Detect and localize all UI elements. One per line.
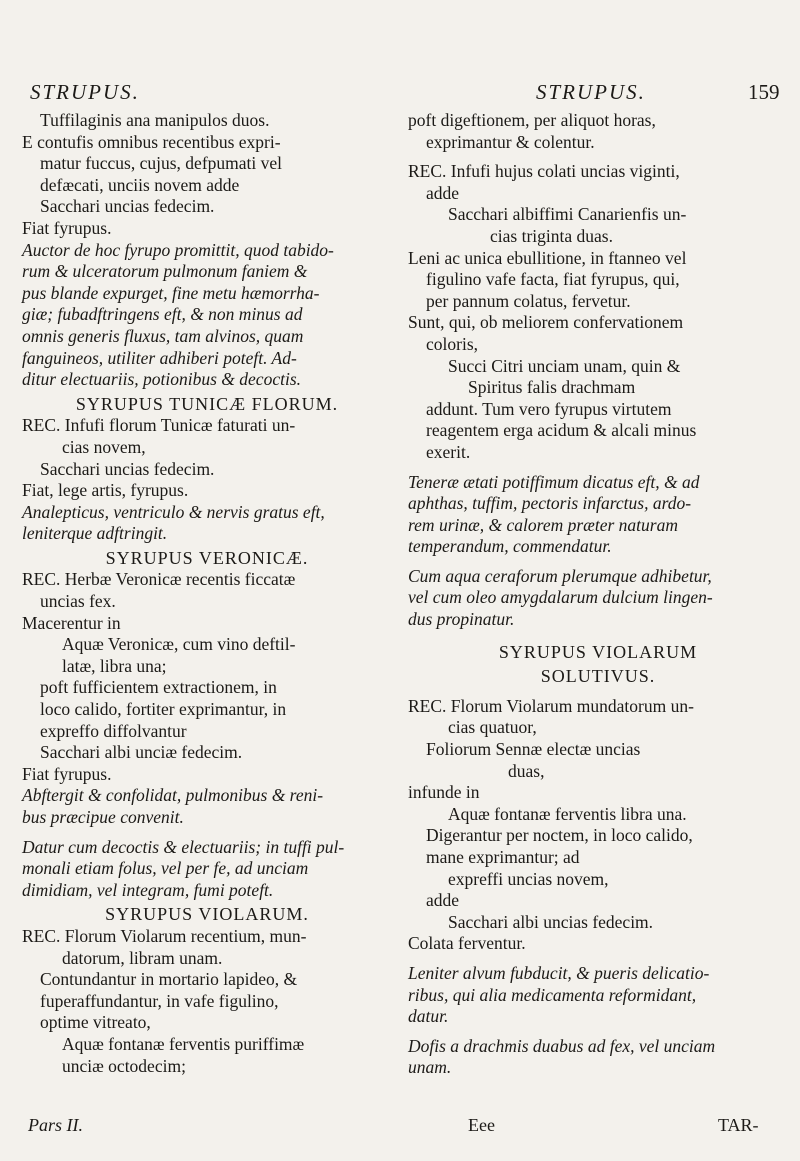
text-line: latæ, libra una; xyxy=(62,655,167,676)
catchword: TAR- xyxy=(718,1115,759,1135)
text-line: Digerantur per noctem, in loco calido, xyxy=(426,825,693,846)
text-line: Dofis a drachmis duabus ad fex, vel unciam xyxy=(408,1035,716,1056)
text-line: fuperaffundantur, in vafe figulino, xyxy=(40,990,279,1011)
text-line: cias novem, xyxy=(62,436,146,457)
text-line: poft fufficientem extractionem, in xyxy=(40,677,277,698)
text-line: Macerentur in xyxy=(22,612,121,633)
text-line: fanguineos, utiliter adhiberi poteft. Ad- xyxy=(22,347,297,368)
text-line: Datur cum decoctis & electuariis; in tuffi pul- xyxy=(22,836,345,857)
text-line: cias triginta duas. xyxy=(490,225,613,246)
text-line: Spiritus falis drachmam xyxy=(468,377,636,398)
text-line: vel cum oleo amygdalarum dulcium lingen- xyxy=(408,587,713,608)
text-line: rem urinæ, & calorem præter naturam xyxy=(408,514,678,535)
text-line: adde xyxy=(426,890,460,911)
text-line: exprimantur & colentur. xyxy=(426,131,595,152)
text-line: temperandum, commendatur. xyxy=(408,536,612,557)
text-line: Auctor de hoc fyrupo promittit, quod tabido- xyxy=(22,239,334,260)
text-line: REC. Infufi florum Tunicæ faturati un- xyxy=(22,415,296,436)
spacer xyxy=(408,153,788,161)
text-line: optime vitreato, xyxy=(40,1012,151,1033)
text-line: ditur electuariis, potionibus & decoctis. xyxy=(22,369,302,390)
section-heading: SYRUPUS VIOLARUM xyxy=(498,641,698,662)
text-line: leniterque adftringit. xyxy=(22,523,168,544)
text-line: Colata ferventur. xyxy=(408,933,526,954)
text-line: Fiat fyrupus. xyxy=(22,763,112,784)
spacer xyxy=(408,631,788,639)
text-line: Sacchari uncias fedecim. xyxy=(40,458,215,479)
text-line: Leni ac unica ebullitione, in ftanneo vel xyxy=(408,247,687,268)
text-line: duas, xyxy=(508,760,545,781)
text-line: mane exprimantur; ad xyxy=(426,847,580,867)
text-line: figulino vafe facta, fiat fyrupus, qui, xyxy=(426,269,680,290)
page-number: 159 xyxy=(748,80,780,104)
text-line: Tuffilaginis ana manipulos duos. xyxy=(40,110,270,130)
running-head-left: STRUPUS. xyxy=(30,80,140,104)
spacer xyxy=(408,464,788,472)
text-line: coloris, xyxy=(426,333,479,354)
text-line: rum & ulceratorum pulmonum faniem & xyxy=(22,261,308,282)
text-line: infunde in xyxy=(408,782,480,803)
text-line: Foliorum Sennæ electæ uncias xyxy=(426,739,641,760)
text-line: expreffo diffolvantur xyxy=(40,720,187,741)
text-line: REC. Herbæ Veronicæ recentis ficcatæ xyxy=(22,569,296,590)
text-line: dimidiam, vel integram, fumi poteft. xyxy=(22,879,274,900)
text-line: Contundantur in mortario lapideo, & xyxy=(40,969,298,990)
text-line: unciæ octodecim; xyxy=(62,1055,186,1076)
text-line: unam. xyxy=(408,1057,452,1078)
text-line: datorum, libram unam. xyxy=(62,947,223,968)
text-line: Cum aqua ceraforum plerumque adhibetur, xyxy=(408,565,712,586)
text-line: per pannum colatus, fervetur. xyxy=(426,290,631,311)
text-line: aphthas, tuffim, pectoris infarctus, ardo- xyxy=(408,493,692,514)
text-line: Sunt, qui, ob meliorem confervationem xyxy=(408,312,684,333)
text-line: REC. Infufi hujus colati uncias viginti, xyxy=(408,161,680,182)
left-column xyxy=(22,110,392,1077)
section-heading: SOLUTIVUS. xyxy=(540,666,656,687)
text-line: Sacchari albi uncias fedecim. xyxy=(448,911,654,932)
text-line: exerit. xyxy=(426,441,471,462)
text-line: Aquæ fontanæ ferventis libra una. xyxy=(448,803,687,824)
text-line: Abftergit & confolidat, pulmonibus & reni- xyxy=(22,785,324,806)
text-line: ribus, qui alia medicamenta reformidant, xyxy=(408,984,697,1005)
text-line: bus præcipue convenit. xyxy=(22,807,184,827)
text-line: Teneræ ætati potiffimum dicatus eft, & ad xyxy=(408,471,700,492)
text-line: matur fuccus, cujus, defpumati vel xyxy=(40,153,283,174)
running-head-right: STRUPUS. xyxy=(536,80,646,104)
section-heading: SYRUPUS VIOLARUM. xyxy=(105,904,309,925)
right-column xyxy=(408,110,788,1079)
text-line: Leniter alvum fubducit, & pueris delicatio- xyxy=(408,962,710,983)
text-line: expreffi uncias novem, xyxy=(448,868,609,889)
text-line: REC. Florum Violarum mundatorum un- xyxy=(408,695,694,716)
text-line: Sacchari albi unciæ fedecim. xyxy=(40,742,243,763)
text-line: E contufis omnibus recentibus expri- xyxy=(22,131,281,152)
text-line: Fiat fyrupus. xyxy=(22,217,112,238)
spacer xyxy=(408,1028,788,1036)
text-line: Fiat, lege artis, fyrupus. xyxy=(22,480,189,501)
text-line: poft digeftionem, per aliquot horas, xyxy=(408,110,656,130)
signature-mark: Eee xyxy=(468,1115,495,1135)
text-line: pus blande expurget, fine metu hæmorrha- xyxy=(22,282,320,303)
section-heading: SYRUPUS VERONICÆ. xyxy=(105,547,309,568)
signature-left: Pars II. xyxy=(28,1115,83,1135)
text-line: monali etiam folus, vel per fe, ad unciam xyxy=(22,858,309,879)
text-line: Succi Citri unciam unam, quin & xyxy=(448,355,681,376)
spacer xyxy=(22,829,392,837)
text-line: dus propinatur. xyxy=(408,609,515,630)
text-line: Analepticus, ventriculo & nervis gratus eft, xyxy=(22,501,325,522)
spacer xyxy=(408,558,788,566)
text-line: datur. xyxy=(408,1006,449,1027)
text-line: loco calido, fortiter exprimantur, in xyxy=(40,699,287,720)
text-line: uncias fex. xyxy=(40,591,116,612)
text-line: Sacchari uncias fedecim. xyxy=(40,196,215,217)
text-line: REC. Florum Violarum recentium, mun- xyxy=(22,925,307,946)
text-line: defæcati, unciis novem adde xyxy=(40,174,240,195)
text-line: Aquæ fontanæ ferventis puriffimæ xyxy=(62,1033,305,1054)
spacer xyxy=(408,688,788,696)
section-heading: SYRUPUS TUNICÆ FLORUM. xyxy=(75,393,339,414)
text-line: giæ; fubadftringens eft, & non minus ad xyxy=(22,304,303,325)
text-line: omnis generis fluxus, tam alvinos, quam xyxy=(22,325,304,346)
text-line: cias quatuor, xyxy=(448,717,537,738)
text-line: adde xyxy=(426,182,460,203)
text-line: addunt. Tum vero fyrupus virtutem xyxy=(426,398,672,419)
text-line: Aquæ Veronicæ, cum vino deftil- xyxy=(62,634,296,655)
spacer xyxy=(408,955,788,963)
text-line: reagentem erga acidum & alcali minus xyxy=(426,420,697,441)
text-line: Sacchari albiffimi Canarienfis un- xyxy=(448,204,687,225)
